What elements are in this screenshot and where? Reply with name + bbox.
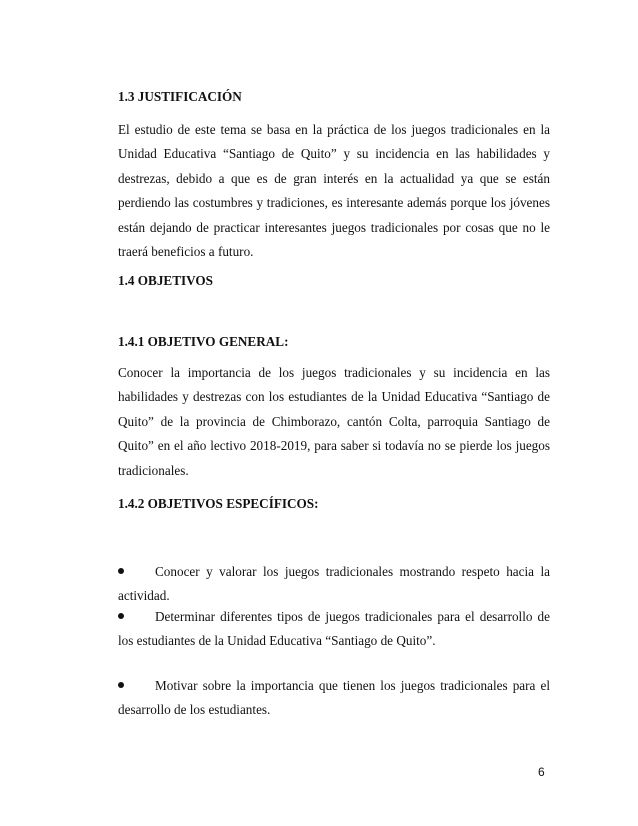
bullet-icon — [118, 682, 124, 688]
justificacion-heading: 1.3 JUSTIFICACIÓN — [118, 89, 242, 104]
list-item-text: Conocer y valorar los juegos tradicionales mostrando respeto hacia la actividad. — [118, 564, 550, 604]
justificacion-paragraph: El estudio de este tema se basa en la práctica de los juegos tradicionales en la Unidad Educativa “Santiago de Quito” y su incidencia en las habilidades y destrezas, debido a que es de gran interés en la actualidad ya que se están perdiendo las costumbres y tradiciones, es interesante además porque los jóvenes están dejando de practicar interesantes juegos tradicionales por cosas que no le traerá beneficios a futuro. — [118, 122, 550, 260]
objetivos-heading: 1.4 OBJETIVOS — [118, 273, 214, 288]
list-item — [118, 560, 550, 609]
objetivo-general-heading: 1.4.1 OBJETIVO GENERAL: — [118, 334, 289, 349]
bullet-icon — [118, 568, 124, 574]
list-item-text: Motivar sobre la importancia que tienen los juegos tradicionales para el desarrollo de los estudiantes. — [118, 678, 550, 718]
list-item-text: Determinar diferentes tipos de juegos tradicionales para el desarrollo de los estudiantes de la Unidad Educativa “Santiago de Quito”. — [118, 609, 550, 649]
objetivo-general-paragraph: Conocer la importancia de los juegos tradicionales y su incidencia en las habilidades y destrezas con los estudiantes de la Unidad Educativa “Santiago de Quito” de la provincia de Chimborazo, cantón Colta, parroquia Santiago de Quito” en el año lectivo 2018-2019, para saber si todavía no se pierde los juegos tradicionales. — [118, 365, 550, 478]
bullet-icon — [118, 613, 124, 619]
page-number: 6 — [538, 765, 545, 779]
list-item — [118, 674, 550, 723]
objetivos-especificos-heading: 1.4.2 OBJETIVOS ESPECÍFICOS: — [118, 496, 319, 511]
list-item — [118, 605, 550, 654]
